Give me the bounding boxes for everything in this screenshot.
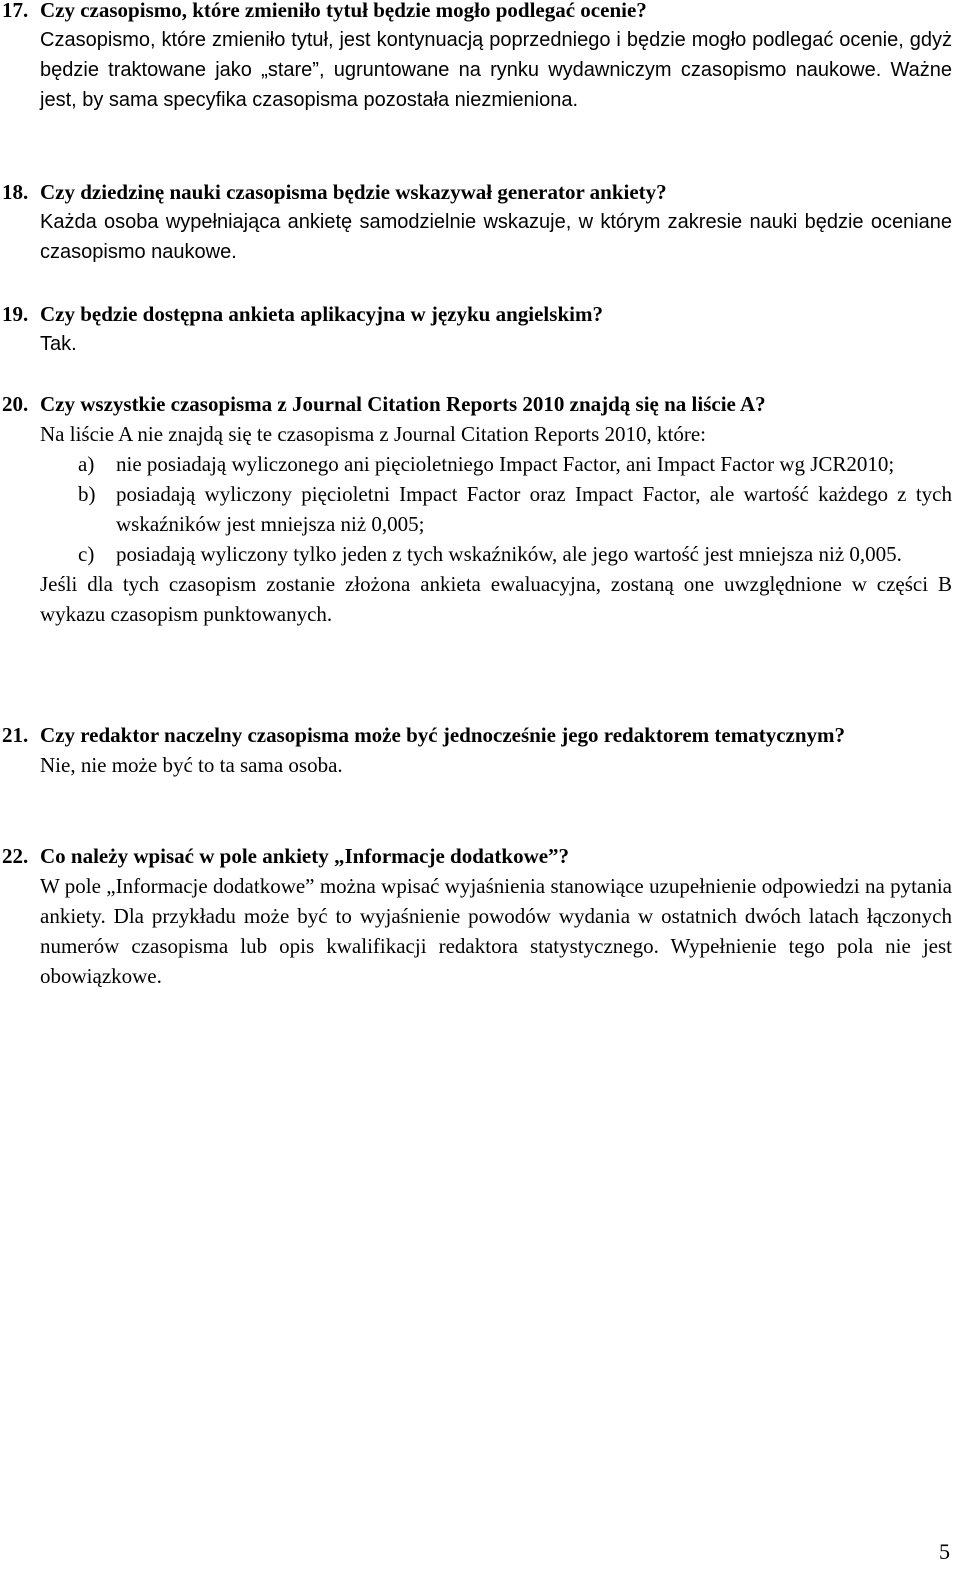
list-item-label: c) — [78, 542, 95, 566]
question-heading — [0, 299, 960, 329]
question-heading — [0, 0, 960, 25]
question-heading — [0, 720, 960, 750]
question-number: 17. — [2, 0, 29, 22]
question-text: Czy redaktor naczelny czasopisma może być jednocześnie jego redaktorem tematycznym? — [40, 723, 846, 747]
question-text: Co należy wpisać w pole ankiety „Informacje dodatkowe”? — [40, 844, 570, 868]
question-text: Czy dziedzinę nauki czasopisma będzie wskazywał generator ankiety? — [40, 180, 667, 204]
question-number: 18. — [2, 180, 29, 204]
question-number: 19. — [2, 302, 29, 326]
answer-intro: Na liście A nie znajdą się te czasopisma z Journal Citation Reports 2010, które: — [40, 422, 707, 446]
list-item — [40, 449, 952, 479]
faq-item-18 — [0, 177, 960, 267]
question-number: 20. — [2, 392, 29, 416]
answer-text: W pole „Informacje dodatkowe” można wpisać wyjaśnienia stanowiące uzupełnienie odpowiedzi na pytania ankiety. Dla przykładu może być to wyjaśnienie powodów wydania w ostatnich dwóch latach łączonych numerów czasopisma lub opis kwalifikacji redaktora statystycznego. Wypełnienie tego pola nie jest obowiązkowe. — [40, 874, 952, 988]
question-number: 22. — [2, 844, 29, 868]
question-text: Czy będzie dostępna ankieta aplikacyjna w języku angielskim? — [40, 302, 603, 326]
answer-text: Każda osoba wypełniająca ankietę samodzielnie wskazuje, w którym zakresie nauki będzie oceniane czasopismo naukowe. — [40, 211, 952, 263]
list-item-label: b) — [78, 482, 96, 506]
page-number: 5 — [939, 1539, 950, 1564]
list-item-text: posiadają wyliczony pięcioletni Impact Factor oraz Impact Factor, ale wartość każdego z tych wskaźników jest mniejsza niż 0,005; — [116, 482, 952, 536]
question-heading — [0, 389, 960, 419]
answer-text: Tak. — [40, 333, 77, 355]
question-heading — [0, 841, 960, 871]
answer-text: Czasopismo, które zmieniło tytuł, jest kontynuacją poprzedniego i będzie mogło podlegać ocenie, gdyż będzie traktowane jako „stare”, ugruntowane na rynku wydawniczym czasopismo naukowe. Ważne jest, by sama specyfika czasopisma pozostała niezmieniona. — [40, 29, 952, 111]
faq-item-17 — [0, 0, 960, 115]
criteria-list — [40, 449, 952, 569]
question-text: Czy wszystkie czasopisma z Journal Citation Reports 2010 znajdą się na liście A? — [40, 392, 766, 416]
list-item-text: nie posiadają wyliczonego ani pięcioletniego Impact Factor, ani Impact Factor wg JCR2010; — [116, 452, 895, 476]
list-item — [40, 479, 952, 539]
list-item — [40, 539, 952, 569]
answer-outro: Jeśli dla tych czasopism zostanie złożona ankieta ewaluacyjna, zostaną one uwzględnione w części B wykazu czasopism punktowanych. — [40, 572, 952, 626]
faq-item-19 — [0, 299, 960, 359]
list-item-label: a) — [78, 452, 95, 476]
list-item-text: posiadają wyliczony tylko jeden z tych wskaźników, ale jego wartość jest mniejsza niż 0,005. — [116, 542, 902, 566]
question-number: 21. — [2, 723, 29, 747]
faq-item-20 — [0, 389, 960, 629]
faq-item-21 — [0, 720, 960, 780]
faq-item-22 — [0, 841, 960, 991]
answer-text: Nie, nie może być to ta sama osoba. — [40, 753, 343, 777]
question-text: Czy czasopismo, które zmieniło tytuł będzie mogło podlegać ocenie? — [40, 0, 647, 22]
question-heading — [0, 177, 960, 207]
